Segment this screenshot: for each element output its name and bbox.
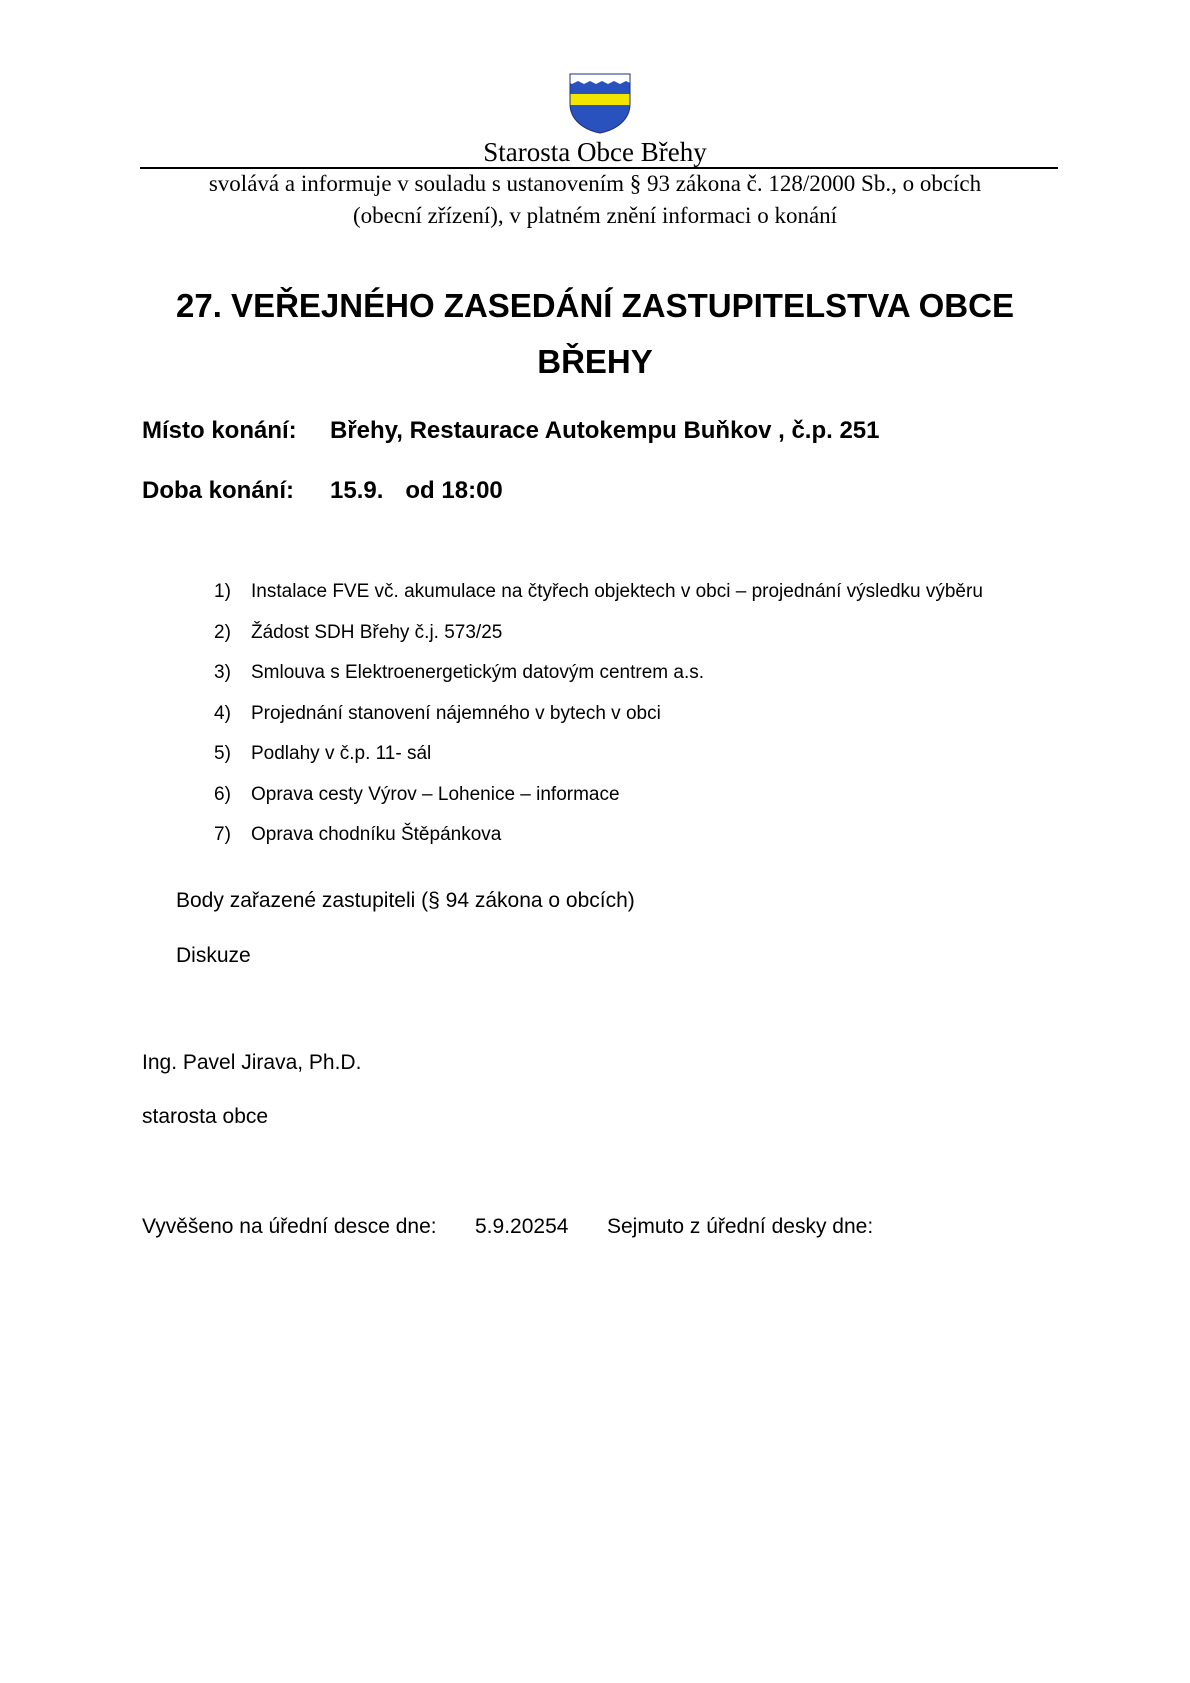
agenda-item-number: 5) xyxy=(214,743,231,764)
agenda-item-number: 3) xyxy=(214,662,231,683)
agenda-item-text: Podlahy v č.p. 11- sál xyxy=(251,743,432,764)
posted-date: 5.9.20254 xyxy=(475,1215,569,1238)
meeting-place-label: Místo konání: xyxy=(142,417,297,444)
agenda-list xyxy=(214,580,983,864)
meeting-date-value: 15.9. xyxy=(330,477,384,504)
meeting-time-value: od 18:00 xyxy=(405,477,503,504)
agenda-item xyxy=(214,742,983,783)
agenda-item xyxy=(214,823,983,864)
agenda-item-number: 2) xyxy=(214,621,231,643)
meeting-place-value: Břehy, Restaurace Autokempu Buňkov , č.p. 251 xyxy=(330,417,880,444)
coat-of-arms-icon xyxy=(568,70,632,134)
agenda-item xyxy=(214,661,983,702)
removed-label: Sejmuto z úřední desky dne: xyxy=(607,1215,874,1238)
agenda-item xyxy=(214,621,983,662)
agenda-item-text: Instalace FVE vč. akumulace na čtyřech objektech v obci – projednání výsledku výběru xyxy=(251,581,983,602)
agenda-item-text: Oprava chodníku Štěpánkova xyxy=(251,824,502,845)
posted-label: Vyvěšeno na úřední desce dne: xyxy=(142,1215,437,1238)
agenda-item xyxy=(214,580,983,621)
signer-name: Ing. Pavel Jirava, Ph.D. xyxy=(142,1051,362,1074)
posting-info xyxy=(142,1214,874,1240)
meeting-place-row xyxy=(142,416,880,446)
agenda-item-number: 7) xyxy=(214,824,231,845)
header-subtitle-line-2: (obecní zřízení), v platném znění informaci o konání xyxy=(352,203,838,228)
council-items-note: Body zařazené zastupiteli (§ 94 zákona o obcích) xyxy=(176,889,635,912)
agenda-item-number: 4) xyxy=(214,702,231,724)
signer-role: starosta obce xyxy=(142,1105,269,1128)
agenda-item xyxy=(214,783,983,824)
meeting-time-row xyxy=(142,476,503,506)
discussion-item: Diskuze xyxy=(176,944,251,967)
agenda-item-text: Oprava cesty Výrov – Lohenice – informace xyxy=(251,783,620,805)
agenda-item xyxy=(214,702,983,743)
meeting-time-label: Doba konání: xyxy=(142,477,295,504)
header-subtitle-line-1: svolává a informuje v souladu s ustanovením § 93 zákona č. 128/2000 Sb., o obcích xyxy=(208,171,982,196)
meeting-heading-line-1: 27. VEŘEJNÉHO ZASEDÁNÍ ZASTUPITELSTVA OBCE xyxy=(176,287,1014,324)
agenda-item-text: Projednání stanovení nájemného v bytech v obci xyxy=(251,702,661,724)
agenda-item-text: Žádost SDH Břehy č.j. 573/25 xyxy=(251,621,503,643)
page-header-title: Starosta Obce Břehy xyxy=(483,137,707,167)
agenda-item-text: Smlouva s Elektroenergetickým datovým centrem a.s. xyxy=(251,662,705,683)
agenda-item-number: 6) xyxy=(214,783,231,805)
agenda-item-number: 1) xyxy=(214,581,231,602)
meeting-heading-line-2: BŘEHY xyxy=(537,343,653,380)
